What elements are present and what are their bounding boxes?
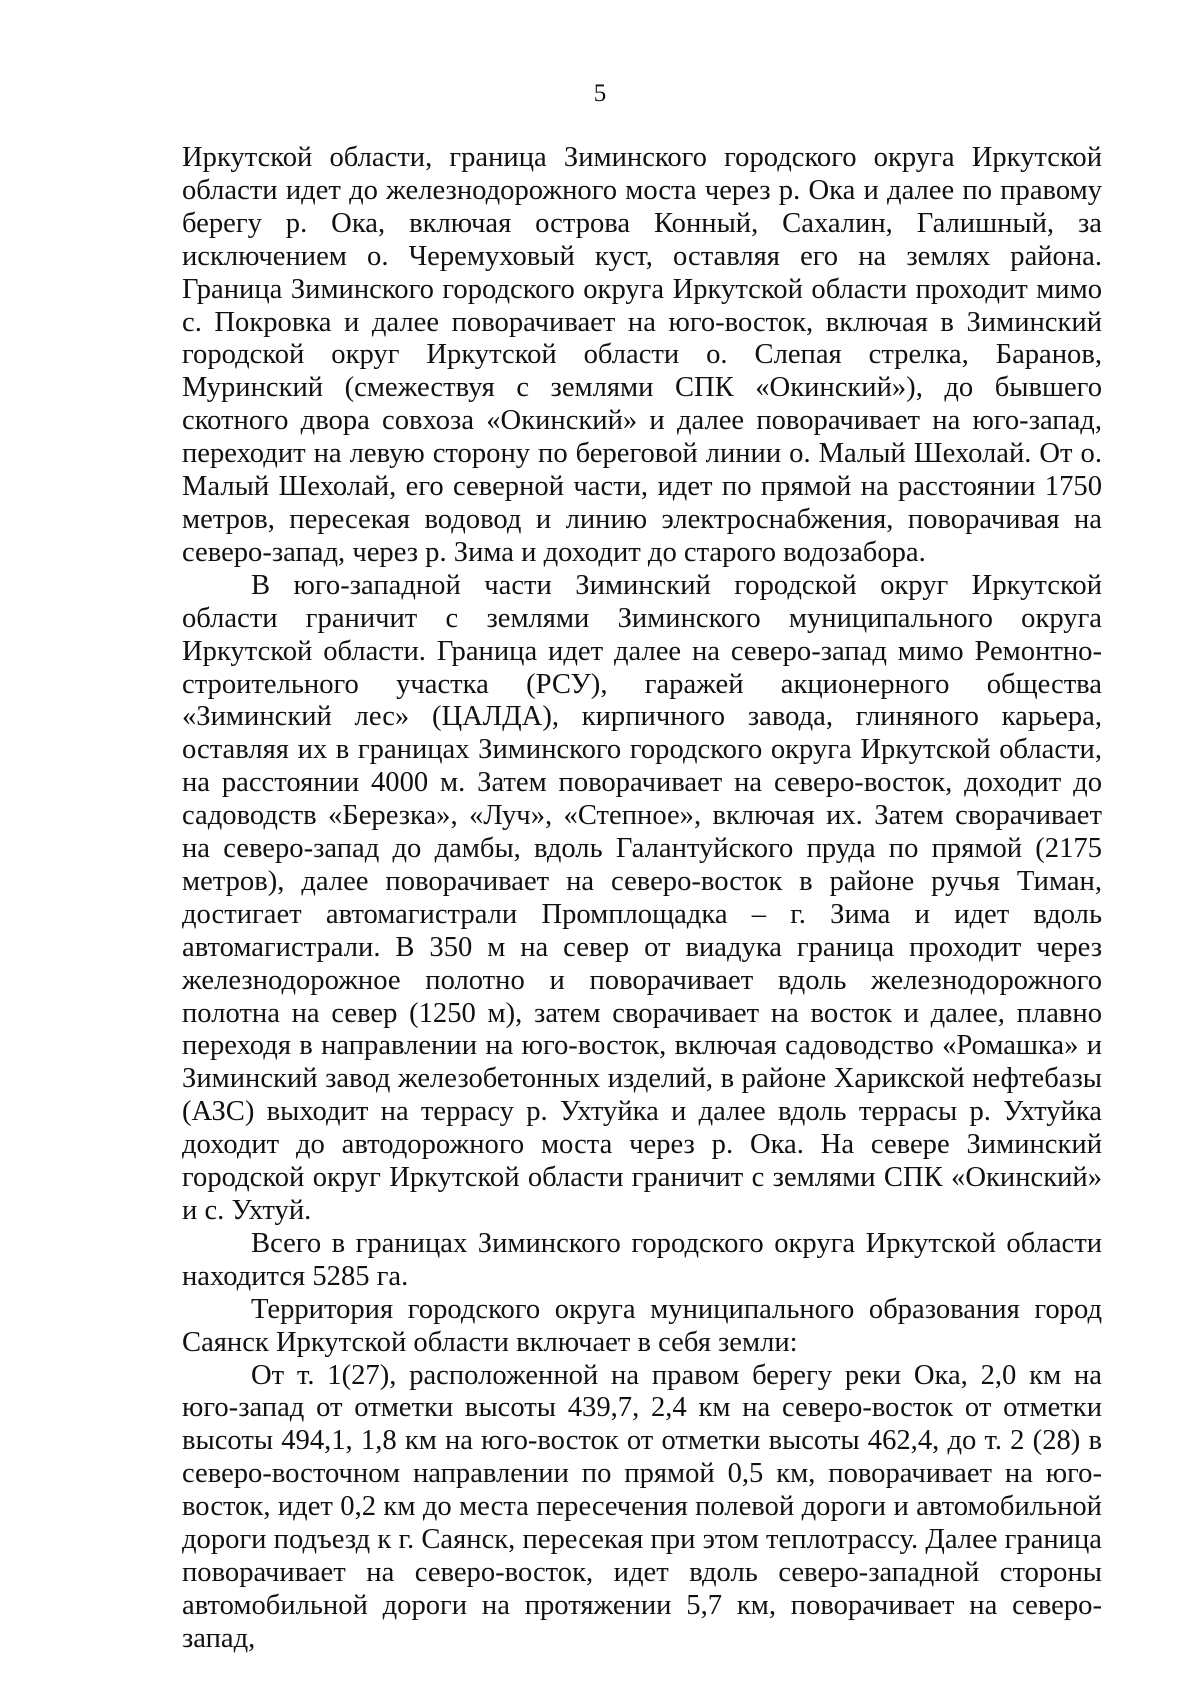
paragraph-southwest-boundary: В юго-западной части Зиминский городской округ Иркутской области граничит с землями Зиминского муниципального округа Иркутской области. Граница идет далее на северо-запад мимо Ремонтно-строительного участка (РСУ), гаражей акционерного общества «Зиминский лес» (ЦАЛДА), кирпичного завода, глиняного карьера, оставляя их в границах Зиминского городского округа Иркутской области, на расстоянии 4000 м. Затем поворачивает на северо-восток, доходит до садоводств «Березка», «Луч», «Степное», включая их. Затем сворачивает на северо-запад до дамбы, вдоль Галантуйского пруда по прямой (2175 метров), далее поворачивает на северо-восток в районе ручья Тиман, достигает автомагистрали Промплощадка – г. Зима и идет вдоль автомагистрали. В 350 м на север от виадука граница проходит через железнодорожное полотно и поворачивает вдоль железнодорожного полотна на север (1250 м), затем сворачивает на восток и далее, плавно переходя в направлении на юго-восток, включая садоводство «Ромашка» и Зиминский завод железобетонных изделий, в районе Харикской нефтебазы (АЗС) выходит на террасу р. Ухтуйка и далее вдоль террасы р. Ухтуйка доходит до автодорожного моста через р. Ока. На севере Зиминский городской округ Иркутской области граничит с землями СПК «Окинский» и с. Ухтуй. [182, 569, 1102, 1226]
paragraph-sayansk-territory: Территория городского округа муниципального образования город Саянск Иркутской области включает в себя земли: [182, 1293, 1102, 1358]
page-number: 5 [593, 80, 607, 107]
paragraph-sayansk-boundary: От т. 1(27), расположенной на правом берегу реки Ока, 2,0 км на юго-запад от отметки высоты 439,7, 2,4 км на северо-восток от отметки высоты 494,1, 1,8 км на юго-восток от отметки высоты 462,4, до т. 2 (28) в северо-восточном направлении по прямой 0,5 км, поворачивает на юго-восток, идет 0,2 км до места пересечения полевой дороги и автомобильной дороги подъезд к г. Саянск, пересекая при этом теплотрассу. Далее граница поворачивает на северо-восток, идет вдоль северо-западной стороны автомобильной дороги на протяжении 5,7 км, поворачивает на северо-запад, [182, 1359, 1102, 1654]
body-text [182, 142, 1102, 1656]
paragraph-total-area: Всего в границах Зиминского городского округа Иркутской области находится 5285 га. [182, 1227, 1102, 1292]
paragraph-continuation: Иркутской области, граница Зиминского городского округа Иркутской области идет до железнодорожного моста через р. Ока и далее по правому берегу р. Ока, включая острова Конный, Сахалин, Галишный, за исключением о. Черемуховый куст, оставляя его на землях района. Граница Зиминского городского округа Иркутской области проходит мимо с. Покровка и далее поворачивает на юго-восток, включая в Зиминский городской округ Иркутской области о. Слепая стрелка, Баранов, Муринский (смежествуя с землями СПК «Окинский»), до бывшего скотного двора совхоза «Окинский» и далее поворачивает на юго-запад, переходит на левую сторону по береговой линии о. Малый Шехолай. От о. Малый Шехолай, его северной части, идет по прямой на расстоянии 1750 метров, пересекая водовод и линию электроснабжения, поворачивая на северо-запад, через р. Зима и доходит до старого водозабора. [182, 142, 1102, 568]
